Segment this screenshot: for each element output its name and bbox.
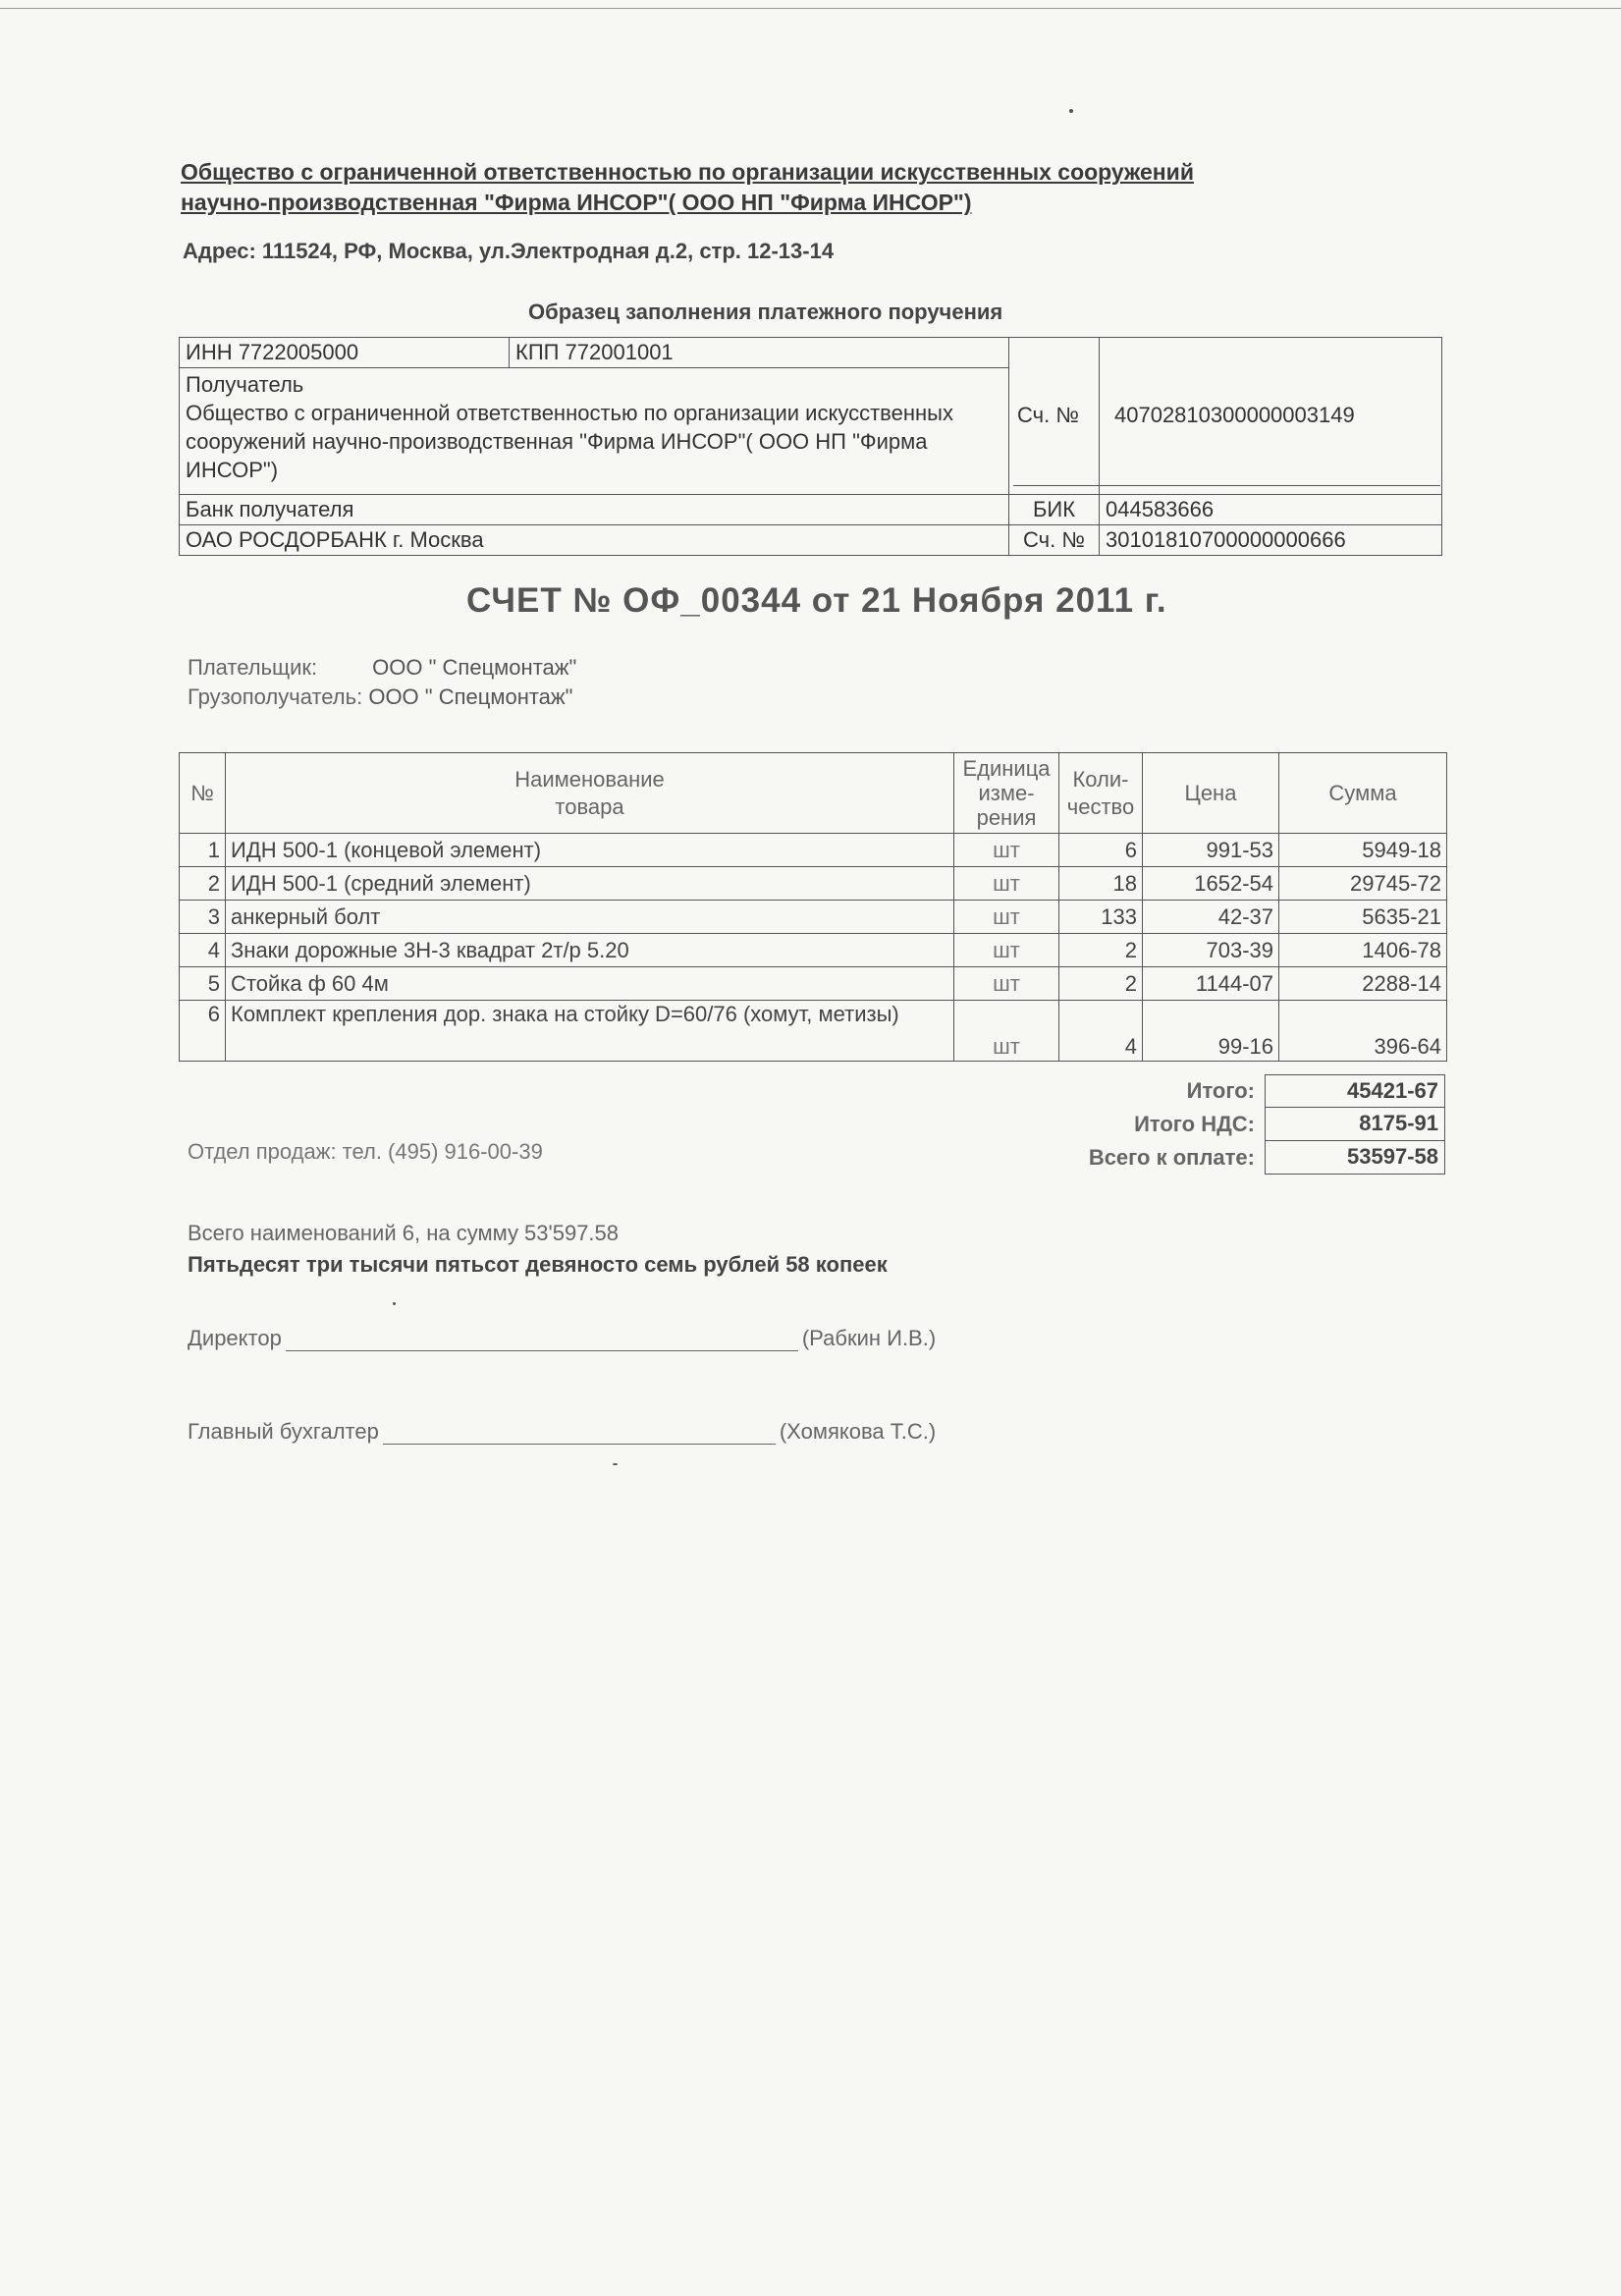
table-row [180, 867, 1447, 901]
row-unit: шт [954, 834, 1059, 867]
kpp-cell: КПП 772001001 [510, 338, 1009, 368]
total-label: Итого: [1186, 1078, 1255, 1103]
goods-table [179, 752, 1447, 1062]
col-header-qty: Коли- чество [1059, 753, 1143, 834]
accountant-signature [188, 1419, 936, 1445]
company-address: Адрес: 111524, РФ, Москва, ул.Электродная д.2, стр. 12-13-14 [183, 239, 835, 263]
row-qty: 2 [1059, 967, 1143, 1001]
bank-label: Банк получателя [180, 495, 1009, 525]
payment-sample-title: Образец заполнения платежного поручения [528, 300, 1003, 324]
goods-body [180, 834, 1447, 1062]
row-name: ИДН 500-1 (средний элемент) [226, 867, 954, 901]
company-name-line1: Общество с ограниченной ответственностью по организации искусственных сооружений [181, 159, 1194, 185]
row-sum: 5635-21 [1279, 901, 1447, 934]
consignee-value: ООО " Спецмонтаж" [368, 684, 573, 709]
accountant-name: (Хомякова Т.С.) [779, 1419, 937, 1444]
row-sum: 396-64 [1279, 1001, 1447, 1062]
table-row [180, 834, 1447, 867]
recipient-label: Получатель [186, 372, 304, 397]
divider [1013, 485, 1104, 486]
col-header-sum: Сумма [1279, 753, 1447, 834]
row-name: анкерный болт [226, 901, 954, 934]
corr-account-label: Сч. № [1009, 525, 1100, 556]
row-price: 99-16 [1143, 1001, 1279, 1062]
summary-count: Всего наименований 6, на сумму 53'597.58 [188, 1221, 620, 1245]
row-name: Знаки дорожные 3Н-3 квадрат 2т/р 5.20 [226, 934, 954, 967]
row-qty: 2 [1059, 934, 1143, 967]
row-num: 3 [180, 901, 226, 934]
summary-amount-words: Пятьдесят три тысячи пятьсот девяносто семь рублей 58 копеек [188, 1252, 888, 1277]
director-label: Директор [188, 1326, 282, 1350]
row-unit: шт [954, 967, 1059, 1001]
row-num: 5 [180, 967, 226, 1001]
totals-block [1041, 1074, 1445, 1175]
row-num: 6 [180, 1001, 226, 1062]
row-unit: шт [954, 901, 1059, 934]
account-label: Сч. № [1017, 403, 1079, 427]
row-qty: 133 [1059, 901, 1143, 934]
row-name: Стойка ф 60 4м [226, 967, 954, 1001]
recipient-cell [180, 368, 1009, 495]
due-value: 53597-58 [1265, 1141, 1445, 1175]
signature-line [383, 1420, 776, 1445]
row-num: 4 [180, 934, 226, 967]
table-row [180, 1001, 1447, 1062]
inn-cell: ИНН 7722005000 [180, 338, 510, 368]
row-unit: шт [954, 867, 1059, 901]
row-qty: 4 [1059, 1001, 1143, 1062]
row-name: Комплект крепления дор. знака на стойку D=60/76 (хомут, метизы) [226, 1001, 954, 1062]
bik-value: 044583666 [1100, 495, 1442, 525]
row-price: 1144-07 [1143, 967, 1279, 1001]
signature-line [286, 1327, 798, 1351]
company-header [181, 157, 1339, 218]
consignee-label: Грузополучатель: [188, 684, 363, 709]
accountant-label: Главный бухгалтер [188, 1419, 379, 1444]
summary-block [188, 1218, 888, 1281]
table-row [180, 967, 1447, 1001]
recipient-name: Общество с ограниченной ответственностью по организации искусственных сооружений научно-производственная "Фирма ИНСОР"( ООО НП "Фирма ИНСОР") [186, 401, 953, 482]
col-header-price: Цена [1143, 753, 1279, 834]
row-num: 2 [180, 867, 226, 901]
row-price: 703-39 [1143, 934, 1279, 967]
vat-label: Итого НДС: [1134, 1112, 1255, 1136]
col-header-name: Наименование товара [226, 753, 954, 834]
col-header-num: № [180, 753, 226, 834]
scan-speck [393, 1302, 396, 1305]
row-sum: 2288-14 [1279, 967, 1447, 1001]
table-row [180, 934, 1447, 967]
row-sum: 1406-78 [1279, 934, 1447, 967]
director-signature [188, 1326, 936, 1351]
payer-value: ООО " Спецмонтаж" [372, 655, 577, 680]
payment-details-table [179, 337, 1442, 556]
scan-speck [613, 1463, 618, 1465]
payer-label: Плательщик: [188, 655, 318, 680]
row-sum: 29745-72 [1279, 867, 1447, 901]
director-name: (Рабкин И.В.) [801, 1326, 937, 1350]
scan-edge-line [0, 8, 1621, 9]
bik-label: БИК [1009, 495, 1100, 525]
bank-name: ОАО РОСДОРБАНК г. Москва [180, 525, 1009, 556]
divider [1104, 485, 1440, 486]
account-number: 40702810300000003149 [1114, 403, 1355, 427]
row-unit: шт [954, 934, 1059, 967]
row-name: ИДН 500-1 (концевой элемент) [226, 834, 954, 867]
row-price: 1652-54 [1143, 867, 1279, 901]
table-row [180, 901, 1447, 934]
vat-value: 8175-91 [1265, 1108, 1445, 1141]
due-label: Всего к оплате: [1088, 1145, 1255, 1170]
row-num: 1 [180, 834, 226, 867]
corr-account-value: 30101810700000000666 [1100, 525, 1442, 556]
row-qty: 18 [1059, 867, 1143, 901]
scan-speck [1069, 109, 1073, 113]
row-unit: шт [954, 1001, 1059, 1062]
payer-block [188, 653, 576, 712]
sales-department-phone: Отдел продаж: тел. (495) 916-00-39 [188, 1139, 543, 1164]
invoice-title: СЧЕТ № ОФ_00344 от 21 Ноября 2011 г. [466, 581, 1167, 620]
total-value: 45421-67 [1265, 1074, 1445, 1108]
row-price: 42-37 [1143, 901, 1279, 934]
company-name-line2: научно-производственная "Фирма ИНСОР"( ООО НП "Фирма ИНСОР") [181, 190, 972, 215]
col-header-unit: Единица изме- рения [954, 753, 1059, 834]
row-sum: 5949-18 [1279, 834, 1447, 867]
row-price: 991-53 [1143, 834, 1279, 867]
row-qty: 6 [1059, 834, 1143, 867]
